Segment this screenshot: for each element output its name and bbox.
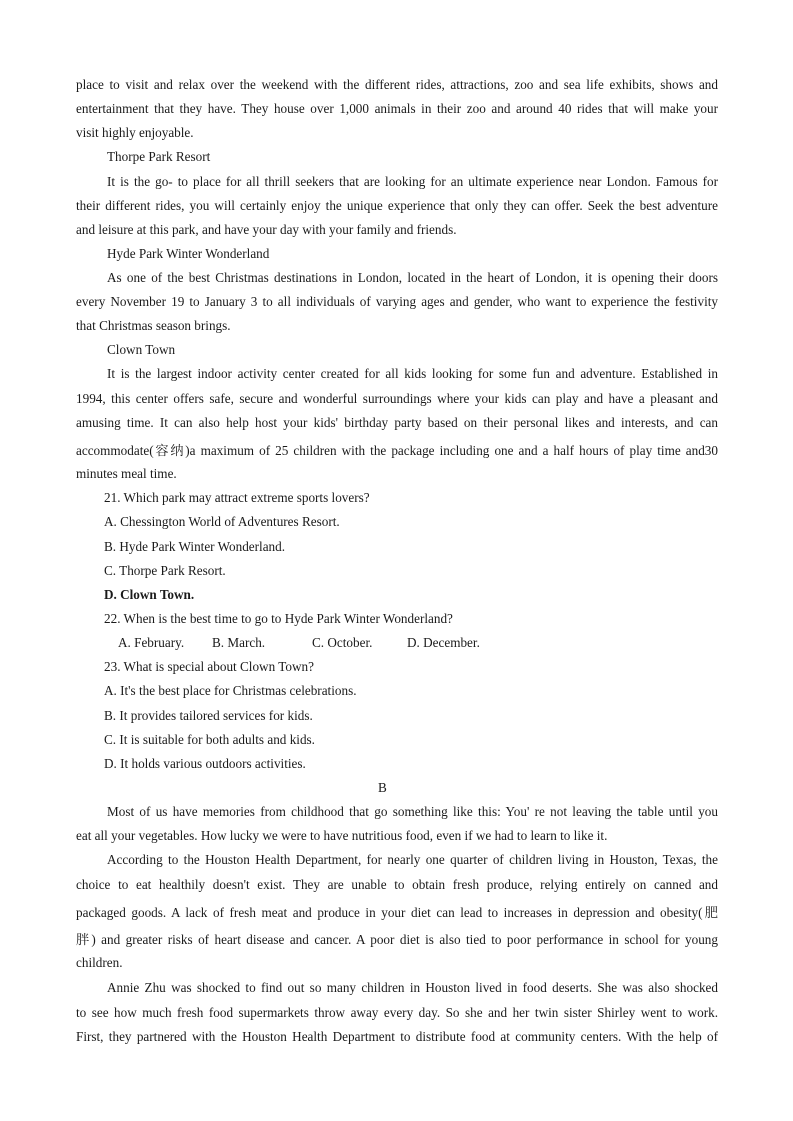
text-line: 胖) and greater risks of heart disease and cancer. A poor diet is also tied to poor performance in school for young	[76, 932, 718, 947]
section-heading-hyde: Hyde Park Winter Wonderland	[107, 246, 270, 261]
text-line: visit highly enjoyable.	[76, 125, 194, 140]
text-line: choice to eat healthily doesn't exist. They are unable to obtain fresh produce, relying entirely on canned and	[76, 877, 718, 892]
question-22-option-d: D. December.	[407, 635, 480, 650]
text-line: every November 19 to January 3 to all individuals of varying ages and gender, who want to experience the festivity	[76, 294, 718, 309]
question-21-option-a: A. Chessington World of Adventures Resort.	[104, 514, 340, 529]
text-line: eat all your vegetables. How lucky we were to have nutritious food, even if we had to learn to like it.	[76, 828, 608, 843]
question-23-option-b: B. It provides tailored services for kids.	[104, 708, 313, 723]
question-21-option-d-answer: D. Clown Town.	[104, 587, 195, 602]
question-21-option-c: C. Thorpe Park Resort.	[104, 563, 226, 578]
text-line: children.	[76, 955, 123, 970]
question-22-stem: 22. When is the best time to go to Hyde Park Winter Wonderland?	[104, 611, 453, 626]
text-line: packaged goods. A lack of fresh meat and produce in your diet can lead to increases in depression and obesity(肥	[76, 905, 718, 920]
text-line: 1994, this center offers safe, secure and wonderful surroundings where your kids can play and have a pleasant and	[76, 391, 718, 406]
text-line: to see how much fresh food supermarkets throw away every day. So she and her twin sister Shirley went to work.	[76, 1005, 718, 1020]
question-23-option-a: A. It's the best place for Christmas celebrations.	[104, 683, 357, 698]
question-22-option-a: A. February.	[118, 635, 185, 650]
text-line: minutes meal time.	[76, 466, 177, 481]
question-23-option-d: D. It holds various outdoors activities.	[104, 756, 306, 771]
text-line: Annie Zhu was shocked to find out so many children in Houston lived in food deserts. She was also shocked	[107, 980, 718, 995]
text-line: entertainment that they have. They house over 1,000 animals in their zoo and around 40 rides that will make your	[76, 101, 718, 116]
text-line: Most of us have memories from childhood that go something like this: You' re not leaving the table until you	[107, 804, 718, 819]
text-line: place to visit and relax over the weekend with the different rides, attractions, zoo and sea life exhibits, shows and	[76, 77, 718, 92]
text-line: accommodate(容纳)a maximum of 25 children with the package including one and a half hours of play time and30	[76, 443, 718, 458]
question-22-option-b: B. March.	[212, 635, 266, 650]
question-22-option-c: C. October.	[312, 635, 373, 650]
question-23-stem: 23. What is special about Clown Town?	[104, 659, 314, 674]
text-line: that Christmas season brings.	[76, 318, 231, 333]
text-line: It is the largest indoor activity center created for all kids looking for some fun and adventure. Established in	[107, 366, 718, 381]
text-line: As one of the best Christmas destinations in London, located in the heart of London, it is opening their doors	[107, 270, 718, 285]
section-heading-thorpe: Thorpe Park Resort	[107, 149, 211, 164]
section-heading-clown: Clown Town	[107, 342, 176, 357]
question-21-option-b: B. Hyde Park Winter Wonderland.	[104, 539, 286, 554]
text-line: It is the go- to place for all thrill seekers that are looking for an ultimate experience near London. Famous for	[107, 174, 718, 189]
text-line: their different rides, you will certainly enjoy the unique experience that only they can offer. Seek the best adventure	[76, 198, 718, 213]
text-line: and leisure at this park, and have your day with your family and friends.	[76, 222, 457, 237]
text-line: According to the Houston Health Department, for nearly one quarter of children living in Houston, Texas, the	[107, 852, 718, 867]
text-line: amusing time. It can also help host your kids' birthday party based on their personal likes and interests, and can	[76, 415, 718, 430]
question-21-stem: 21. Which park may attract extreme sports lovers?	[104, 490, 370, 505]
question-23-option-c: C. It is suitable for both adults and kids.	[104, 732, 315, 747]
text-line: First, they partnered with the Houston Health Department to distribute food at community centers. With the help of	[76, 1029, 718, 1044]
passage-b-label: B	[378, 780, 387, 795]
